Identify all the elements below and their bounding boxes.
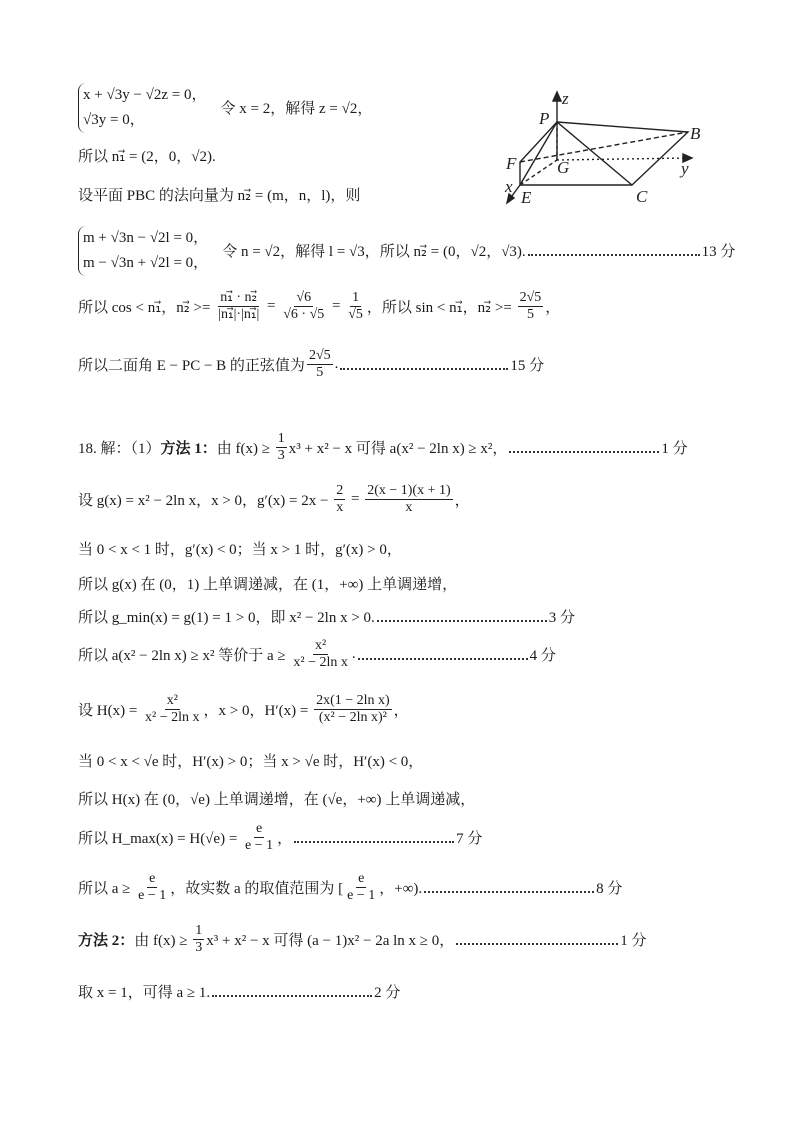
text-segment: 1 分 bbox=[620, 933, 647, 950]
text-segment: 令 n = √2，解得 l = √3，所以 n₂⃗ = (0，√2，√3). bbox=[222, 244, 526, 261]
outline bbox=[520, 122, 688, 185]
solution-line bbox=[78, 923, 647, 956]
label-x: x bbox=[505, 177, 513, 196]
solution-line bbox=[78, 573, 457, 594]
text-segment: = bbox=[328, 298, 345, 315]
fraction bbox=[243, 821, 275, 854]
text-segment: ，所以 sin < n₁⃗，n₂⃗ >= bbox=[366, 300, 516, 317]
denominator: e − 1 bbox=[138, 888, 167, 904]
solution-line bbox=[78, 821, 482, 854]
text-segment: 所以二面角 E − PC − B 的正弦值为 bbox=[78, 358, 305, 375]
text-segment: 所以 a(x² − 2ln x) ≥ x² 等价于 a ≥ bbox=[78, 648, 290, 665]
label-z: z bbox=[562, 89, 569, 108]
label-b: B bbox=[690, 124, 701, 143]
dotted-leader bbox=[509, 451, 659, 453]
fraction bbox=[291, 638, 349, 671]
numerator: 2√5 bbox=[518, 290, 544, 307]
numerator: e bbox=[356, 871, 366, 888]
text-segment: 所以 H_max(x) = H(√e) = bbox=[78, 831, 242, 848]
text-segment: 当 0 < x < 1 时，g′(x) < 0；当 x > 1 时，g′(x) > 0， bbox=[78, 542, 402, 558]
numerator: √6 bbox=[294, 290, 313, 307]
label-p: P bbox=[539, 109, 550, 128]
method-heading: 方法 1： bbox=[160, 441, 217, 458]
numerator: 1 bbox=[350, 290, 361, 307]
text-segment: ， bbox=[545, 300, 561, 317]
dotted-leader bbox=[424, 891, 594, 893]
denominator: 3 bbox=[277, 448, 285, 464]
text-segment: 当 0 < x < √e 时，H′(x) > 0；当 x > √e 时，H′(x) < 0， bbox=[78, 754, 424, 770]
y-axis bbox=[557, 158, 688, 160]
numerator: n₁⃗ · n₂⃗ bbox=[218, 290, 259, 307]
fraction bbox=[346, 290, 365, 323]
denominator: x bbox=[405, 500, 413, 516]
text-segment: 15 分 bbox=[510, 358, 545, 375]
numerator: e bbox=[254, 821, 264, 838]
solution-line bbox=[78, 226, 735, 276]
denominator: x bbox=[336, 500, 344, 516]
equation-system bbox=[78, 83, 207, 133]
solution-line bbox=[78, 145, 216, 166]
denominator: 5 bbox=[316, 365, 324, 381]
label-e: E bbox=[521, 188, 532, 207]
solution-line bbox=[78, 483, 470, 516]
fraction bbox=[193, 923, 204, 956]
z-arrow-icon bbox=[553, 92, 561, 101]
solution-line bbox=[78, 871, 622, 904]
text-segment: ，+∞). bbox=[379, 881, 423, 898]
denominator: (x² − 2ln x)² bbox=[318, 710, 387, 726]
text-segment: x³ + x² − x 可得 a(x² − 2ln x) ≥ x²， bbox=[288, 441, 508, 458]
denominator: |n₁⃗|·|n₁⃗| bbox=[218, 307, 260, 323]
numerator: 2√5 bbox=[307, 348, 333, 365]
dotted-leader bbox=[377, 620, 547, 622]
solution-line bbox=[78, 431, 688, 464]
text-segment: 8 分 bbox=[596, 881, 623, 898]
text-segment: = bbox=[347, 491, 364, 508]
method-heading: 方法 2： bbox=[78, 933, 135, 950]
text-segment: 取 x = 1，可得 a ≥ 1. bbox=[78, 985, 211, 1001]
equation: √3y = 0， bbox=[83, 111, 145, 128]
solution-line bbox=[78, 606, 575, 627]
denominator: x² − 2ln x bbox=[293, 655, 348, 671]
fraction bbox=[307, 348, 333, 381]
text-segment: 13 分 bbox=[701, 244, 736, 261]
denominator: √5 bbox=[348, 307, 363, 323]
text-segment: ， bbox=[393, 703, 409, 720]
dotted-leader bbox=[528, 254, 700, 256]
text-segment: 设平面 PBC 的法向量为 n₂⃗ = (m，n，l)，则 bbox=[78, 188, 361, 204]
denominator: x² − 2ln x bbox=[145, 710, 200, 726]
numerator: 2x(1 − 2ln x) bbox=[314, 693, 392, 710]
dotted-leader bbox=[340, 368, 508, 370]
solution-line bbox=[78, 184, 360, 205]
denominator: 3 bbox=[195, 940, 203, 956]
denominator: √6 · √5 bbox=[283, 307, 325, 323]
solution-line bbox=[78, 693, 409, 726]
fraction bbox=[143, 693, 201, 726]
text-segment: ， bbox=[454, 493, 470, 510]
solution-line bbox=[78, 981, 400, 1002]
text-segment: 所以 cos < n₁⃗，n₂⃗ >= bbox=[78, 300, 215, 317]
fraction bbox=[345, 871, 377, 904]
fraction bbox=[281, 290, 326, 323]
equation-system bbox=[78, 226, 208, 276]
fraction bbox=[276, 431, 287, 464]
fraction bbox=[334, 483, 345, 516]
text-segment: 设 g(x) = x² − 2ln x，x > 0，g′(x) = 2x − bbox=[78, 493, 333, 510]
text-segment: 3 分 bbox=[548, 610, 576, 626]
fb-dashed bbox=[520, 132, 688, 162]
text-segment: 所以 g(x) 在 (0，1) 上单调递减，在 (1，+∞) 上单调递增， bbox=[78, 577, 458, 593]
text-segment: 所以 n₁⃗ = (2，0，√2). bbox=[78, 149, 216, 165]
denominator: e − 1 bbox=[245, 838, 274, 854]
equation: x + √3y − √2z = 0， bbox=[83, 87, 207, 103]
text-segment: . bbox=[334, 356, 339, 373]
fraction bbox=[314, 693, 392, 726]
label-y: y bbox=[681, 159, 689, 178]
solution-line bbox=[78, 538, 402, 559]
solution-line bbox=[78, 290, 560, 323]
dotted-leader bbox=[456, 943, 618, 945]
fraction bbox=[216, 290, 261, 323]
numerator: 2(x − 1)(x + 1) bbox=[365, 483, 452, 500]
dotted-leader bbox=[358, 658, 528, 660]
numerator: 2 bbox=[334, 483, 345, 500]
text-segment: 18. 解：（1） bbox=[78, 441, 161, 458]
solution-line bbox=[78, 348, 544, 381]
text-segment: 由 f(x) ≥ bbox=[216, 441, 274, 458]
denominator: e − 1 bbox=[347, 888, 376, 904]
solution-line bbox=[78, 788, 475, 809]
text-segment: 所以 H(x) 在 (0，√e) 上单调递增，在 (√e，+∞) 上单调递减， bbox=[78, 792, 476, 808]
text-segment: x³ + x² − x 可得 (a − 1)x² − 2a ln x ≥ 0， bbox=[206, 933, 455, 950]
text-segment: = bbox=[263, 298, 280, 315]
text-segment: 所以 a ≥ bbox=[78, 881, 135, 898]
text-segment: 令 x = 2，解得 z = √2， bbox=[220, 101, 373, 118]
pe-edge bbox=[520, 122, 557, 185]
label-f: F bbox=[506, 154, 517, 173]
numerator: x² bbox=[313, 638, 328, 655]
eg-dashed bbox=[520, 160, 557, 185]
dotted-leader bbox=[294, 841, 454, 843]
denominator: 5 bbox=[526, 307, 534, 323]
text-segment: 设 H(x) = bbox=[78, 703, 142, 720]
numerator: 1 bbox=[193, 923, 204, 940]
text-segment: 2 分 bbox=[374, 985, 401, 1001]
solution-line bbox=[78, 750, 423, 771]
equation: m + √3n − √2l = 0， bbox=[83, 230, 209, 246]
solution-line bbox=[78, 638, 556, 671]
text-segment: 4 分 bbox=[529, 648, 556, 665]
text-segment: ，x > 0，H′(x) = bbox=[203, 703, 313, 720]
numerator: x² bbox=[165, 693, 180, 710]
text-segment: ，故实数 a 的取值范围为 [ bbox=[170, 881, 344, 898]
numerator: e bbox=[147, 871, 157, 888]
text-segment: 1 分 bbox=[661, 441, 688, 458]
numerator: 1 bbox=[276, 431, 287, 448]
text-segment: 所以 g_min(x) = g(1) = 1 > 0，即 x² − 2ln x > 0. bbox=[78, 610, 375, 626]
label-c: C bbox=[636, 187, 648, 206]
equation: m − √3n + √2l = 0， bbox=[83, 254, 209, 271]
text-segment: ， bbox=[277, 831, 293, 848]
dotted-leader bbox=[212, 995, 372, 997]
fraction bbox=[518, 290, 544, 323]
text-segment: . bbox=[351, 646, 356, 663]
fraction bbox=[365, 483, 452, 516]
text-segment: 7 分 bbox=[456, 831, 483, 848]
text-segment: 由 f(x) ≥ bbox=[134, 933, 192, 950]
label-g: G bbox=[557, 158, 570, 177]
fraction bbox=[136, 871, 168, 904]
solution-line bbox=[78, 83, 372, 133]
